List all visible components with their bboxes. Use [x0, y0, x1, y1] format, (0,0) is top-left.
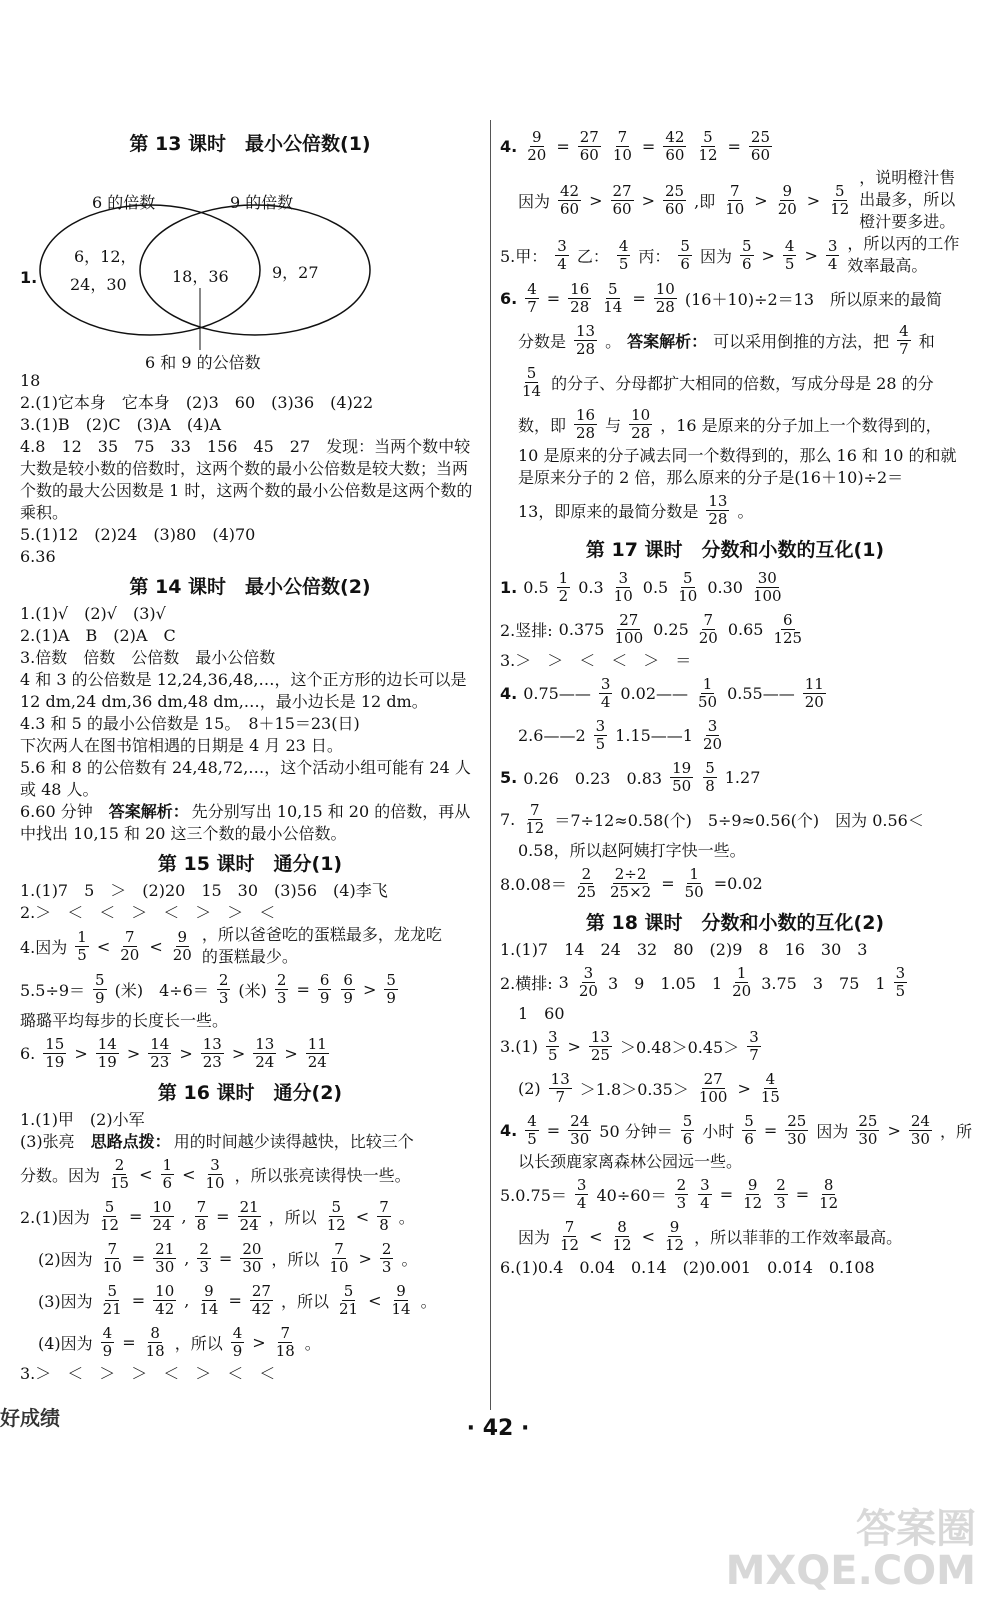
s18-line-1: 1.(1)7 14 24 32 80 (2)9 8 16 30 3 — [500, 940, 868, 959]
s18-l4-c: 小时 — [702, 1121, 735, 1141]
s17-l5-label: 5. — [500, 767, 518, 787]
s14-line-6: 下次两人在图书馆相遇的日期是 4 月 23 日。 — [20, 736, 343, 755]
s14-line-2: 2.(1)A B (2)A C — [20, 626, 176, 645]
s16-q2-4-so: ，所以 — [174, 1333, 223, 1353]
s17-l7-pre: 7. — [500, 809, 516, 829]
r-q6-l2a: 分数是 — [518, 331, 567, 351]
s18-line-2b: 1 60 — [518, 1004, 565, 1023]
venn-common-label: 6 和 9 的公倍数 — [145, 353, 261, 372]
s16-q2-3-so: ，所以 — [280, 1291, 329, 1311]
right-column — [500, 125, 970, 1279]
s14-line-1: 1.(1)√ (2)√ (3)√ — [20, 604, 166, 623]
s17-line-7b: 0.58，所以赵阿姨打字快一些。 — [518, 841, 746, 860]
r-q5-e: ，所以丙的工作效率最高。 — [847, 234, 960, 275]
s15-line-3: 4.因为 $\frac{1}{5}$ < $\frac{7}{20}$ < $\frac{9}{20}$ ，所以爸爸吃的蛋糕最多，龙龙吃的蛋糕最少。 — [20, 924, 480, 968]
r-q6-line-6: 13，即原来的最简分数是 $\frac{13}{28}$ 。 — [518, 491, 754, 528]
s18-line-5b: 因为 $\frac{7}{12}$ < $\frac{8}{12}$ < $\frac{9}{12}$ ，所以菲菲的工作效率最高。 — [518, 1217, 903, 1254]
r-q6-mid: (16＋10)÷2＝13 所以原来的最简 — [684, 289, 943, 309]
s13-line-3: 3.(1)B (2)C (3)A (4)A — [20, 415, 222, 434]
s17-line-5: 5. 0.26 0.23 0.83 $\frac{19}{50}$ $\frac{5}{8}$ 1.27 — [500, 758, 761, 795]
watermark-line-1: 答案圈 — [856, 1506, 976, 1552]
s18-l5-b: 40÷60＝ — [596, 1185, 667, 1205]
venn-label-right: 9 的倍数 — [230, 193, 294, 212]
s15-line-4: 5.5÷9＝ $\frac{5}{9}$ (米) 4÷6＝ $\frac{2}{3}$ (米) $\frac{2}{3}$ = $\frac{6}{9}$ $\frac{6}{9}$ > $\frac{5}{9}$ — [20, 970, 396, 1007]
s16-line-3: 分数。因为 $\frac{2}{15}$ < $\frac{1}{6}$ < $\frac{3}{10}$ ，所以张亮读得快一些。 — [20, 1155, 411, 1192]
s16-q2-3-label: (3)因为 — [38, 1291, 93, 1311]
r-q6-line-1: 6. $\frac{4}{7}$ = $\frac{16}{28}$ $\frac{5}{14}$ = $\frac{10}{28}$ (16＋10)÷2＝13 所以原来的最简 — [500, 279, 943, 316]
r-q6-label: 6. — [500, 288, 518, 308]
r-q6-line-4: 数，即 $\frac{16}{28}$ 与 $\frac{10}{28}$ ，16 是原来的分子加上一个数得到的， — [518, 405, 942, 442]
r-q6-line-3: $\frac{5}{14}$ 的分子、分母都扩大相同的倍数，写成分母是 28 的分 — [522, 363, 934, 400]
s18-l5-2-post: ，所以菲菲的工作效率最高。 — [694, 1227, 903, 1247]
s17-l2-label: 2.竖排: — [500, 620, 553, 640]
s18-l3-mid: ＞0.48＞0.45＞ — [619, 1037, 740, 1057]
s15-l4-a: 5.5÷9＝ — [20, 980, 86, 1000]
r-q4-line-2: 因为 $\frac{42}{60}$ > $\frac{27}{60}$ > $\frac{25}{60}$ ,即 $\frac{7}{10}$ > $\frac{9}{20}$ > $\frac{5}{12}$ ，说明橙汁售出最多，所以橙汁要多进。 — [500, 167, 970, 233]
s16-l3-pre: 分数。因为 — [20, 1165, 101, 1185]
s16-q2-3: (3)因为 $\frac{5}{21}$ = $\frac{10}{42}$ , $\frac{9}{14}$ = $\frac{27}{42}$ ，所以 $\frac{5}{21}$ < $\frac{9}{14}$ 。 — [38, 1281, 437, 1318]
s16-q2-4-label: (4)因为 — [38, 1333, 93, 1353]
s16-line-2 — [20, 1131, 480, 1153]
r-q6-l4c: ，16 是原来的分子加上一个数得到的， — [660, 415, 942, 435]
venn-left-only-2: 24，30 — [70, 275, 127, 294]
r-q6-l2c: 答案解析： — [627, 331, 708, 351]
page-number: · 42 · — [466, 1416, 530, 1441]
s16-q2-2: (2)因为 $\frac{7}{10}$ = $\frac{21}{30}$ , $\frac{2}{3}$ = $\frac{20}{30}$ ，所以 $\frac{7}{10}$ > $\frac{2}{3}$ 。 — [38, 1239, 418, 1276]
s16-q2-1-label: 2.(1)因为 — [20, 1207, 90, 1227]
r-q4-label: 4. — [500, 136, 518, 156]
venn-question-number: 1. — [20, 268, 38, 287]
s18-line-5: 5.0.75＝ $\frac{3}{4}$ 40÷60＝ $\frac{2}{3}$ $\frac{3}{4}$ = $\frac{9}{12}$ $\frac{2}{3}$ = $\frac{8}{12}$ — [500, 1175, 839, 1212]
s14-line-5: 4.3 和 5 的最小公倍数是 15。 8＋15＝23(日) — [20, 714, 360, 733]
s14-l8-b: 答案解析： — [108, 802, 189, 821]
r-q5-label: 5.甲： — [500, 246, 548, 266]
s16-l3-post: ，所以张亮读得快一些。 — [234, 1165, 411, 1185]
s16-q2-1-so: ，所以 — [268, 1207, 317, 1227]
section-16-title: 第 16 课时 通分(2) — [157, 1082, 343, 1104]
venn-label-left: 6 的倍数 — [92, 193, 156, 212]
r-q4-pre: 因为 — [518, 191, 551, 211]
s18-l3b-label: (2) — [518, 1078, 541, 1098]
s18-line-3b: (2) $\frac{13}{7}$ ＞1.8＞0.35＞ $\frac{27}{100}$ > $\frac{4}{15}$ — [518, 1069, 780, 1106]
venn-left-only-1: 6，12， — [74, 247, 137, 266]
s17-line-4b: 2.6——2 $\frac{3}{5}$ 1.15——1 $\frac{3}{20}$ — [518, 716, 723, 753]
s18-line-3: 3.(1) $\frac{3}{5}$ > $\frac{13}{25}$ ＞0.48＞0.45＞ $\frac{3}{7}$ — [500, 1027, 759, 1064]
s16-line-1: 1.(1)甲 (2)小军 — [20, 1110, 145, 1129]
venn-common: 18，36 — [172, 267, 229, 286]
s16-q2-2-so: ，所以 — [271, 1249, 320, 1269]
r-q6-line-5: 10 是原来的分子减去同一个数得到的，那么 16 和 10 的和就是原来分子的 2 倍，那么原来的分子是(16＋10)÷2＝ — [518, 446, 957, 487]
s16-q2-1: 2.(1)因为 $\frac{5}{12}$ = $\frac{10}{24}$ , $\frac{7}{8}$ = $\frac{21}{24}$ ，所以 $\frac{5}{12}$ < $\frac{7}{8}$ 。 — [20, 1197, 415, 1234]
r-q5-line: 5.甲： $\frac{3}{4}$ 乙： $\frac{4}{5}$ 丙： $\frac{5}{6}$ 因为 $\frac{5}{6}$ > $\frac{4}{5}$ > $\frac{3}{4}$ ，所以丙的工作效率最高。 — [500, 233, 970, 277]
section-17-title: 第 17 课时 分数和小数的互化(1) — [585, 539, 885, 561]
r-q4-post: ，说明橙汁售出最多，所以橙汁要多进。 — [859, 168, 956, 231]
s18-l3b-mid: ＞1.8＞0.35＞ — [579, 1079, 689, 1099]
s13-line-2: 2.(1)它本身 它本身 (2)3 60 (3)36 (4)22 — [20, 393, 374, 412]
s15-l4-b: (米) 4÷6＝ — [114, 980, 209, 1000]
s14-l8-a: 6.60 分钟 — [20, 802, 109, 821]
section-15-title: 第 15 课时 通分(1) — [157, 853, 343, 875]
s13-line-4: 4.8 12 35 75 33 156 45 27 发现：当两个数中较大数是较小数的倍数时，这两个数的最小公倍数是较大数；当两个数的最大公因数是 1 时，这两个数的最小公倍数是这两个数的乘积。 — [20, 437, 473, 522]
s16-l2-c: 用的时间越少读得越快，比较三个 — [173, 1132, 414, 1151]
s17-line-7: 7. $\frac{7}{12}$ ＝7÷12≈0.58(个) 5÷9≈0.56(个) 因为 0.56＜ — [500, 800, 924, 837]
s17-l1-label: 1. — [500, 577, 518, 597]
s15-l3-post: ，所以爸爸吃的蛋糕最多，龙龙吃的蛋糕最少。 — [201, 925, 442, 966]
s14-l8-c: 先分别写出 10,15 和 20 的倍数，再从中找出 10,15 和 20 这三个数的最小公倍数。 — [20, 802, 471, 843]
r-q4-line-1: 4. $\frac{9}{20}$ = $\frac{27}{60}$ $\frac{7}{10}$ = $\frac{42}{60}$ $\frac{5}{12}$ = $\frac{25}{60}$ — [500, 127, 770, 164]
s17-l4-label: 4. — [500, 683, 518, 703]
s17-line-4: 4. 0.75—— $\frac{3}{4}$ 0.02—— $\frac{1}{50}$ 0.55—— $\frac{11}{20}$ — [500, 674, 824, 711]
r-q6-l2d: 可以采用倒推的方法，把 — [713, 331, 890, 351]
watermark-line-2: MXQE.COM — [725, 1548, 976, 1594]
s17-line-8: 8.0.08＝ $\frac{2}{25}$ $\frac{2\div 2}{25\times 2}$ = $\frac{1}{50}$ =0.02 — [500, 864, 763, 901]
s18-l4-d: 因为 — [816, 1121, 849, 1141]
r-q6-l6b: 。 — [737, 501, 754, 521]
r-q6-l3: 的分子、分母都扩大相同的倍数，写成分母是 28 的分 — [551, 373, 934, 393]
s18-l4-b: 50 分钟＝ — [599, 1121, 673, 1141]
s18-l3-label: 3.(1) — [500, 1036, 538, 1056]
s18-l5-label: 5.0.75＝ — [500, 1185, 567, 1205]
s18-l5-2-pre: 因为 — [518, 1227, 551, 1247]
r-q6-l2b: 。 — [605, 331, 622, 351]
column-divider — [490, 120, 491, 1410]
s15-line-5: 6. $\frac{15}{19}$ > $\frac{14}{19}$ > $\frac{14}{23}$ > $\frac{13}{23}$ > $\frac{13}{24}$ > $\frac{11}{24}$ — [20, 1034, 327, 1071]
s17-line-3: 3.＞ ＞ ＜ ＜ ＞ ＝ — [500, 651, 692, 670]
venn-right-only: 9，27 — [272, 263, 319, 282]
s17-line-1: 1. 0.5 $\frac{1}{2}$ 0.3 $\frac{3}{10}$ 0.5 $\frac{5}{10}$ 0.30 $\frac{30}{100}$ — [500, 568, 782, 605]
s15-l4-c: (米) — [238, 980, 267, 1000]
r-q6-l6a: 13，即原来的最简分数是 — [518, 501, 699, 521]
s18-line-4b: 以长颈鹿家离森林公园远一些。 — [518, 1152, 743, 1171]
s17-l8-label: 8.0.08＝ — [500, 874, 567, 894]
s15-l3-pre: 4.因为 — [20, 937, 68, 957]
s14-line-4: 4 和 3 的公倍数是 12,24,36,48,…，这个正方形的边长可以是 12 dm,24 dm,36 dm,48 dm,…，最小边长是 12 dm。 — [20, 670, 467, 711]
r-q5-c: 丙： — [638, 246, 671, 266]
r-q6-l4a: 数，即 — [518, 415, 567, 435]
s18-line-6: 6.(1)0.4̇ 0.04̇ 0.14̇ (2)0.00̇1 0.01̇4 0.1̇08 — [500, 1258, 875, 1277]
s13-line-5: 5.(1)12 (2)24 (3)80 (4)70 — [20, 525, 256, 544]
s18-l2-label: 2.横排: — [500, 973, 553, 993]
s18-line-2: 2.横排: 3 $\frac{3}{20}$ 3 9 1.05 1 $\frac{1}{20}$ 3.75 3 75 1 $\frac{3}{5}$ — [500, 963, 906, 1000]
venn-diagram — [20, 160, 480, 370]
s18-line-4: 4. $\frac{4}{5}$ = $\frac{24}{30}$ 50 分钟＝ $\frac{5}{6}$ 小时 $\frac{5}{6}$ = $\frac{25}{30}$ 因为 $\frac{25}{30}$ > $\frac{24}{30}$ ，所 — [500, 1111, 972, 1148]
s14-line-3: 3.倍数 倍数 公倍数 最小公倍数 — [20, 648, 276, 667]
brand-logo: 好成绩 — [0, 1406, 60, 1430]
r-q6-l2e: 和 — [918, 331, 935, 351]
r-q5-b: 乙： — [576, 246, 609, 266]
s15-line-2: 2.＞ ＜ ＜ ＞ ＜ ＞ ＞ ＜ — [20, 903, 276, 922]
s17-line-2: 2.竖排: 0.375 $\frac{27}{100}$ 0.25 $\frac{7}{20}$ 0.65 $\frac{6}{125}$ — [500, 610, 803, 647]
s15-line-4-end: 璐璐平均每步的长度长一些。 — [20, 1011, 229, 1030]
s16-l2-b: 思路点拨： — [90, 1132, 171, 1151]
s14-line-7: 5.6 和 8 的公倍数有 24,48,72,…，这个活动小组可能有 24 人或 48 人。 — [20, 758, 471, 799]
r-q5-d: 因为 — [699, 246, 732, 266]
left-column — [20, 125, 480, 1385]
s17-l7-mid: ＝7÷12≈0.58(个) 5÷9≈0.56(个) 因为 0.56＜ — [554, 810, 924, 830]
s16-q2-4: (4)因为 $\frac{4}{9}$ = $\frac{8}{18}$ ，所以 $\frac{4}{9}$ > $\frac{7}{18}$ 。 — [38, 1323, 321, 1360]
s16-line-last: 3.＞ ＜ ＞ ＞ ＜ ＞ ＜ ＜ — [20, 1364, 276, 1383]
s18-l4-e: ，所 — [939, 1121, 972, 1141]
watermark — [726, 1508, 976, 1592]
s16-q2-2-label: (2)因为 — [38, 1249, 93, 1269]
s15-line-1: 1.(1)7 5 ＞ (2)20 15 30 (3)56 (4)李飞 — [20, 881, 388, 900]
s13-line-1: 18 — [20, 371, 41, 390]
section-18-title: 第 18 课时 分数和小数的互化(2) — [585, 912, 885, 934]
section-13-title: 第 13 课时 最小公倍数(1) — [129, 133, 371, 155]
s15-l5: 6. — [20, 1043, 36, 1063]
s16-l2-a: (3)张亮 — [20, 1132, 91, 1151]
s13-line-6: 6.36 — [20, 547, 56, 566]
r-q6-l4b: 与 — [605, 415, 622, 435]
s18-l4-label: 4. — [500, 1120, 518, 1140]
section-14-title: 第 14 课时 最小公倍数(2) — [129, 576, 371, 598]
r-q6-line-2: 分数是 $\frac{13}{28}$ 。 答案解析： 可以采用倒推的方法，把 $\frac{4}{7}$ 和 — [518, 321, 935, 358]
s14-line-8 — [20, 801, 480, 845]
